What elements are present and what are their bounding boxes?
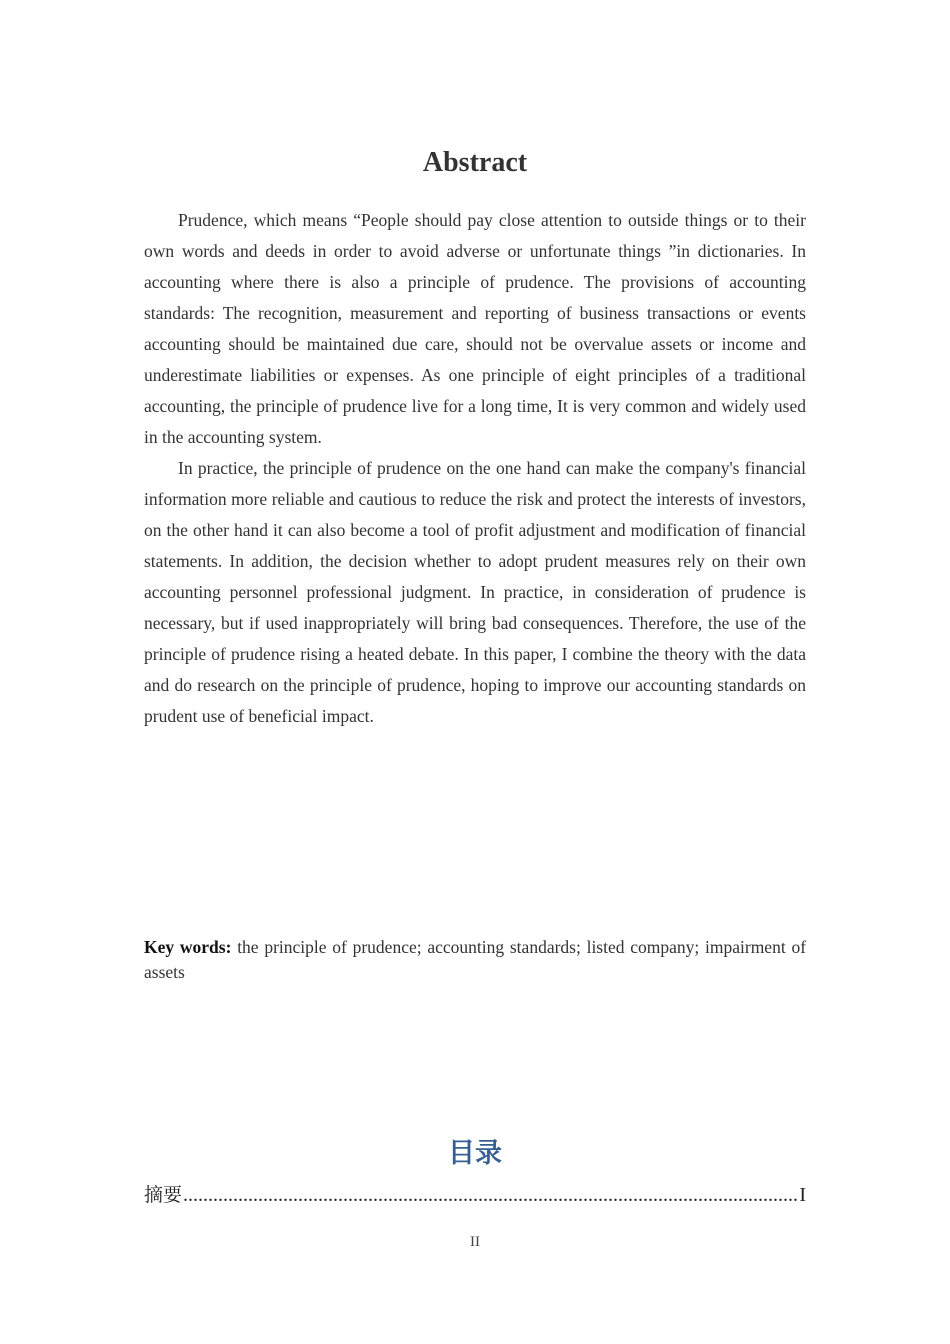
abstract-heading: Abstract — [422, 147, 528, 178]
page-number: II — [470, 1234, 480, 1250]
keywords-line — [144, 935, 806, 985]
toc-entry-page: I — [799, 1184, 806, 1206]
keywords-text: the principle of prudence; accounting standards; listed company; impairment of assets — [144, 937, 807, 982]
toc-entry-label: 摘要 — [144, 1184, 183, 1206]
toc-entry[interactable] — [144, 1181, 806, 1209]
abstract-paragraph-1: Prudence, which means “People should pay close attention to outside things or to their own words and deeds in order to avoid adverse or unfortunate things ”in dictionaries. In accounting where there is also a principle of prudence. The provisions of accounting standards: The recognition, measurement and reporting of business transactions or events accounting should be maintained due care, should not be overvalue assets or income and underestimate liabilities or expenses. As one principle of eight principles of a traditional accounting, the principle of prudence live for a long time, It is very common and widely used in the accounting system. — [144, 210, 806, 447]
toc-heading: 目录 — [448, 1138, 502, 1169]
abstract-body — [144, 205, 806, 732]
keywords-label: Key words: — [144, 937, 232, 957]
abstract-paragraph-2: In practice, the principle of prudence on the one hand can make the company's financial information more reliable and cautious to reduce the risk and protect the interests of investors, on the other hand it can also become a tool of profit adjustment and modification of financial statements. In addition, the decision whether to adopt prudent measures rely on their own accounting personnel professional judgment. In practice, in consideration of prudence is necessary, but if used inappropriately will bring bad consequences. Therefore, the use of the principle of prudence rising a heated debate. In this paper, I combine the theory with the data and do research on the principle of prudence, hoping to improve our accounting standards on prudent use of beneficial impact. — [144, 458, 806, 726]
toc-dot-leader — [183, 1181, 798, 1209]
